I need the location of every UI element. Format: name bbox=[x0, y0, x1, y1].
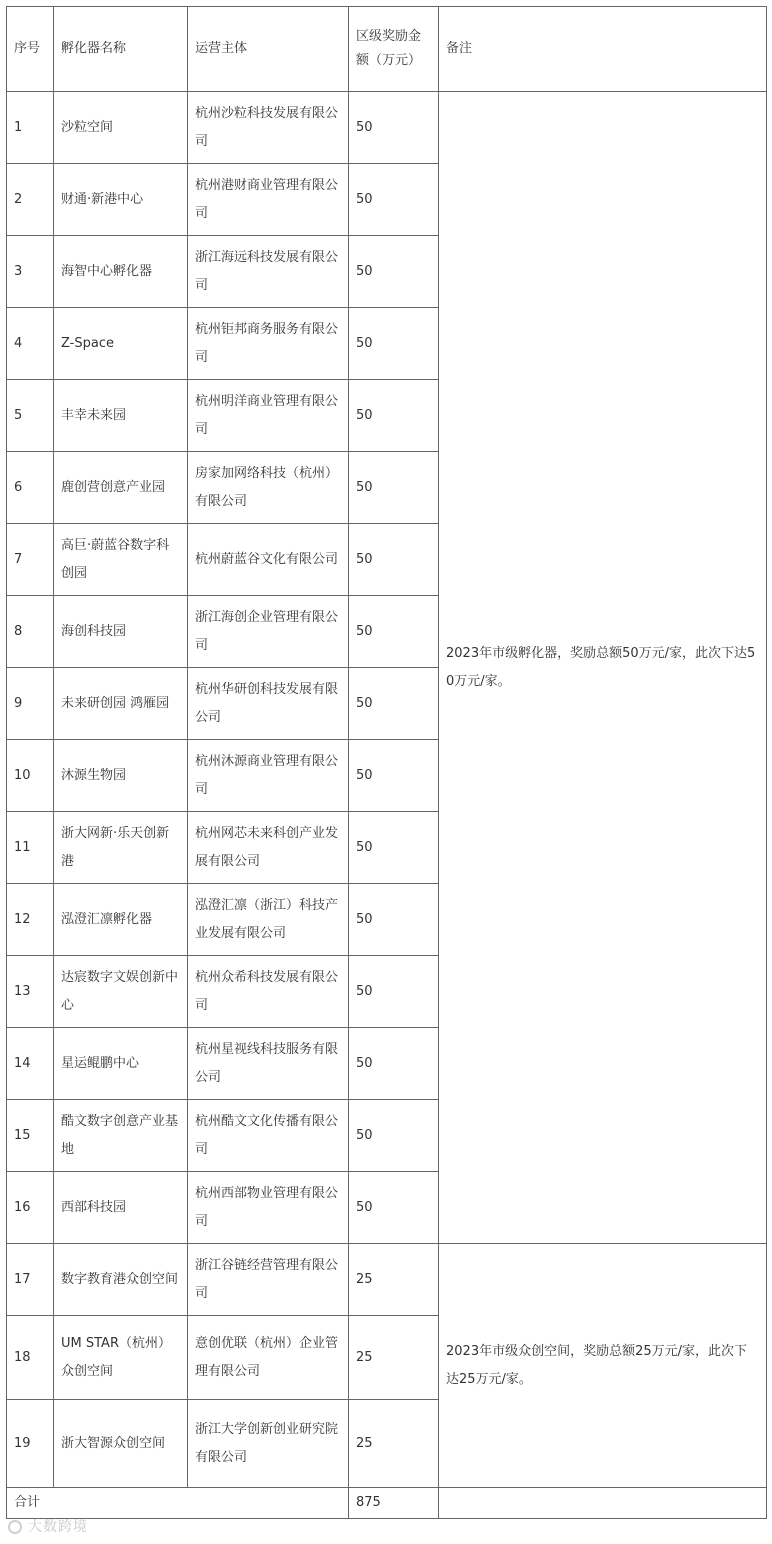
cell-amount: 50 bbox=[349, 668, 439, 740]
cell-operator: 杭州港财商业管理有限公司 bbox=[188, 164, 349, 236]
cell-operator: 杭州蔚蓝谷文化有限公司 bbox=[188, 524, 349, 596]
cell-amount: 50 bbox=[349, 956, 439, 1028]
cell-amount: 50 bbox=[349, 596, 439, 668]
cell-operator: 杭州西部物业管理有限公司 bbox=[188, 1172, 349, 1244]
cell-operator: 杭州华研创科技发展有限公司 bbox=[188, 668, 349, 740]
cell-amount: 50 bbox=[349, 164, 439, 236]
cell-name: 鹿创营创意产业园 bbox=[54, 452, 188, 524]
watermark-logo-icon bbox=[8, 1520, 22, 1534]
cell-no: 14 bbox=[7, 1028, 54, 1100]
cell-no: 1 bbox=[7, 92, 54, 164]
cell-no: 8 bbox=[7, 596, 54, 668]
watermark-text: 大数跨境 bbox=[28, 1519, 88, 1535]
total-label: 合计 bbox=[7, 1488, 349, 1519]
cell-amount: 50 bbox=[349, 740, 439, 812]
header-remark: 备注 bbox=[439, 7, 767, 92]
cell-no: 9 bbox=[7, 668, 54, 740]
cell-name: 沐源生物园 bbox=[54, 740, 188, 812]
cell-no: 16 bbox=[7, 1172, 54, 1244]
cell-amount: 50 bbox=[349, 452, 439, 524]
table-row bbox=[7, 92, 767, 164]
cell-operator: 杭州众希科技发展有限公司 bbox=[188, 956, 349, 1028]
cell-no: 7 bbox=[7, 524, 54, 596]
cell-operator: 房家加网络科技（杭州）有限公司 bbox=[188, 452, 349, 524]
cell-no: 6 bbox=[7, 452, 54, 524]
cell-no: 12 bbox=[7, 884, 54, 956]
total-remark-empty bbox=[439, 1488, 767, 1519]
header-name: 孵化器名称 bbox=[54, 7, 188, 92]
cell-amount: 50 bbox=[349, 884, 439, 956]
cell-name: 未来研创园 鸿雁园 bbox=[54, 668, 188, 740]
cell-operator: 杭州明洋商业管理有限公司 bbox=[188, 380, 349, 452]
remark-maker-space: 2023年市级众创空间，奖励总额25万元/家，此次下达25万元/家。 bbox=[439, 1244, 767, 1488]
table-row bbox=[7, 1244, 767, 1316]
cell-name: 泓澄汇凛孵化器 bbox=[54, 884, 188, 956]
cell-no: 2 bbox=[7, 164, 54, 236]
cell-amount: 50 bbox=[349, 380, 439, 452]
reward-table bbox=[6, 6, 767, 1519]
cell-name: 沙粒空间 bbox=[54, 92, 188, 164]
cell-operator: 杭州网芯未来科创产业发展有限公司 bbox=[188, 812, 349, 884]
cell-amount: 25 bbox=[349, 1400, 439, 1488]
cell-name: 财通·新港中心 bbox=[54, 164, 188, 236]
cell-name: 海创科技园 bbox=[54, 596, 188, 668]
watermark bbox=[8, 1516, 88, 1536]
total-amount: 875 bbox=[349, 1488, 439, 1519]
cell-name: 西部科技园 bbox=[54, 1172, 188, 1244]
cell-operator: 杭州钜邦商务服务有限公司 bbox=[188, 308, 349, 380]
cell-name: 浙大智源众创空间 bbox=[54, 1400, 188, 1488]
cell-operator: 杭州酷文文化传播有限公司 bbox=[188, 1100, 349, 1172]
cell-name: 高巨·蔚蓝谷数字科创园 bbox=[54, 524, 188, 596]
cell-amount: 50 bbox=[349, 92, 439, 164]
cell-no: 11 bbox=[7, 812, 54, 884]
cell-no: 3 bbox=[7, 236, 54, 308]
cell-amount: 50 bbox=[349, 308, 439, 380]
cell-name: 海智中心孵化器 bbox=[54, 236, 188, 308]
header-no: 序号 bbox=[7, 7, 54, 92]
cell-amount: 50 bbox=[349, 1100, 439, 1172]
cell-operator: 浙江大学创新创业研究院有限公司 bbox=[188, 1400, 349, 1488]
cell-no: 10 bbox=[7, 740, 54, 812]
cell-amount: 25 bbox=[349, 1316, 439, 1400]
cell-no: 4 bbox=[7, 308, 54, 380]
header-row bbox=[7, 7, 767, 92]
cell-amount: 25 bbox=[349, 1244, 439, 1316]
cell-amount: 50 bbox=[349, 236, 439, 308]
cell-no: 18 bbox=[7, 1316, 54, 1400]
cell-name: 浙大网新·乐天创新港 bbox=[54, 812, 188, 884]
cell-name: 达宸数字文娱创新中心 bbox=[54, 956, 188, 1028]
cell-operator: 浙江谷链经营管理有限公司 bbox=[188, 1244, 349, 1316]
cell-name: Z-Space bbox=[54, 308, 188, 380]
cell-operator: 意创优联（杭州）企业管理有限公司 bbox=[188, 1316, 349, 1400]
cell-name: 酷文数字创意产业基地 bbox=[54, 1100, 188, 1172]
cell-operator: 杭州星视线科技服务有限公司 bbox=[188, 1028, 349, 1100]
cell-name: 丰幸未来园 bbox=[54, 380, 188, 452]
cell-no: 13 bbox=[7, 956, 54, 1028]
cell-amount: 50 bbox=[349, 1028, 439, 1100]
cell-operator: 浙江海创企业管理有限公司 bbox=[188, 596, 349, 668]
cell-amount: 50 bbox=[349, 812, 439, 884]
cell-name: 数字教育港众创空间 bbox=[54, 1244, 188, 1316]
cell-name: 星运鲲鹏中心 bbox=[54, 1028, 188, 1100]
remark-incubator: 2023年市级孵化器，奖励总额50万元/家，此次下达50万元/家。 bbox=[439, 92, 767, 1244]
cell-operator: 浙江海远科技发展有限公司 bbox=[188, 236, 349, 308]
cell-no: 15 bbox=[7, 1100, 54, 1172]
cell-no: 5 bbox=[7, 380, 54, 452]
cell-operator: 杭州沐源商业管理有限公司 bbox=[188, 740, 349, 812]
total-row bbox=[7, 1488, 767, 1519]
header-amount: 区级奖励金额（万元） bbox=[349, 7, 439, 92]
cell-operator: 杭州沙粒科技发展有限公司 bbox=[188, 92, 349, 164]
header-operator: 运营主体 bbox=[188, 7, 349, 92]
cell-name: UM STAR（杭州）众创空间 bbox=[54, 1316, 188, 1400]
cell-no: 19 bbox=[7, 1400, 54, 1488]
cell-amount: 50 bbox=[349, 1172, 439, 1244]
cell-operator: 泓澄汇凛（浙江）科技产业发展有限公司 bbox=[188, 884, 349, 956]
cell-no: 17 bbox=[7, 1244, 54, 1316]
cell-amount: 50 bbox=[349, 524, 439, 596]
